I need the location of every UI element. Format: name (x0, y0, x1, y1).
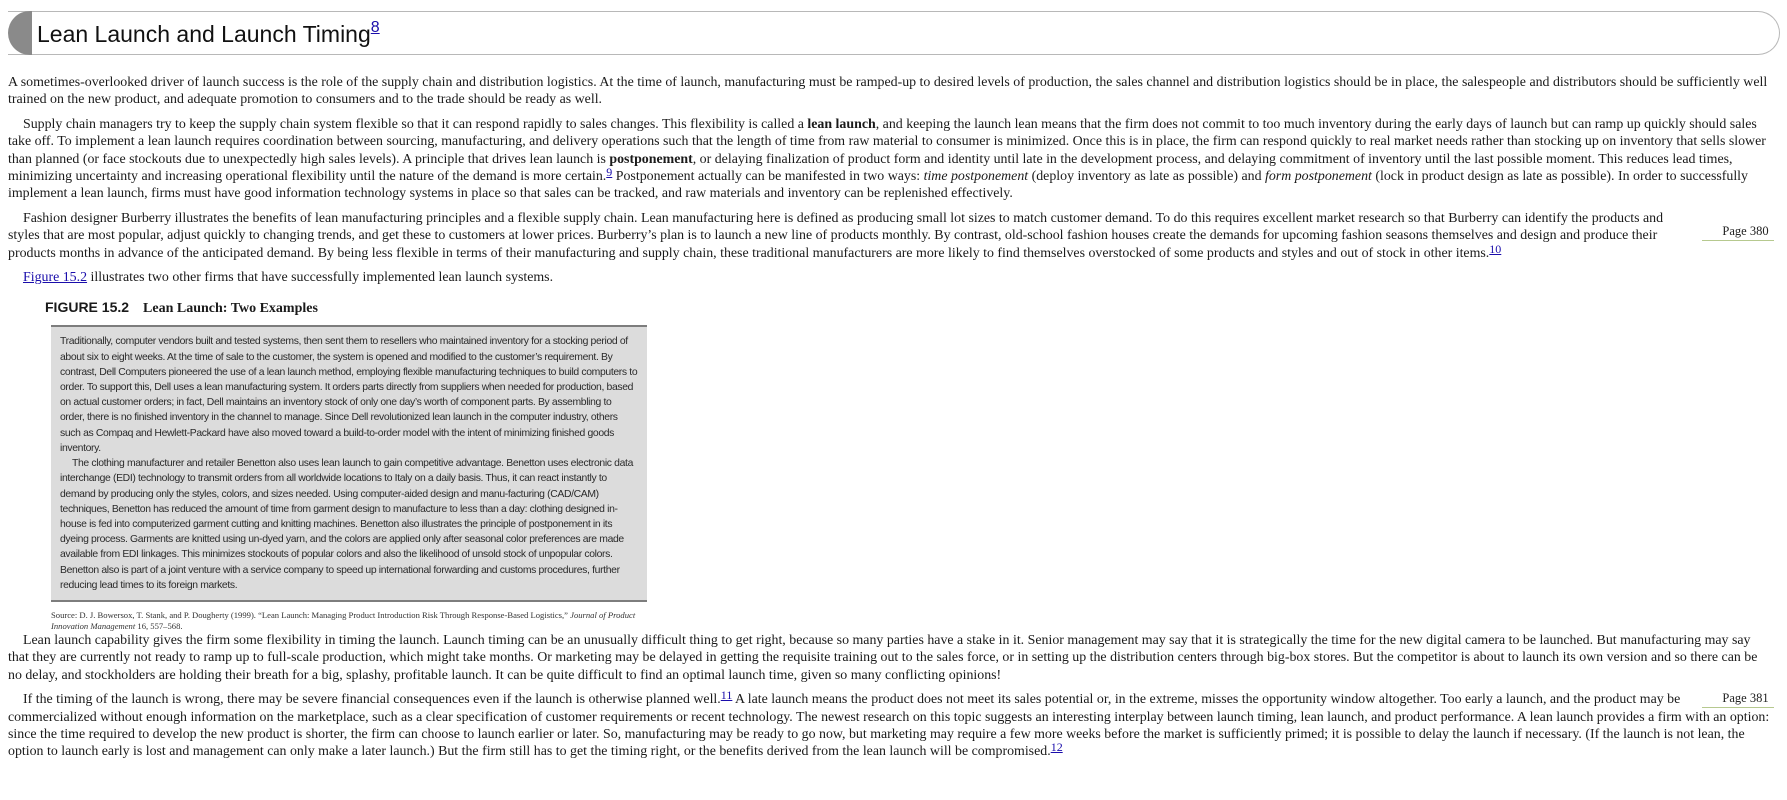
source-journal: Journal of Product Innovation Management (51, 609, 636, 631)
header-cap (8, 11, 32, 55)
figure-caption: Lean Launch: Two Examples (143, 301, 318, 317)
figure-title (45, 299, 1774, 321)
term-form-postponement: form postponement (1265, 169, 1372, 185)
figure-15-2-link[interactable]: Figure 15.2 (23, 270, 88, 286)
paragraph-4: Figure 15.2 illustrates two other firms that have successfully implemented lean launch systems. (23, 270, 554, 286)
footnote-link-11[interactable]: 11 (720, 688, 733, 703)
footnote-link-8[interactable]: 8 (370, 19, 380, 36)
footnote-link-9[interactable]: 9 (606, 165, 613, 180)
paragraph-2: Supply chain managers try to keep the supply chain system flexible so that it can respond rapidly to sales changes. This flexibility is called a lean launch, and keeping the launch lean means that the firm does not commit to too much inventory during the early days of launch but can ramp up quickly should sales take off. To implement a lean launch requires coordination between sourcing, manufacturing, and delivery operations such that the length of time from raw material to consumer is minimized. Once this is in place, the firm can respond quickly to real market needs rather than stocking up on inventory that sells slower than planned (or face stockouts due to unexpectedly high sales levels). A principle that drives lean launch is postponement, or delaying finalization of product form and identity until late in the development process, and delaying commitment of inventory until the last possible moment. This reduces lead times, minimizing uncertainty and increasing operational flexibility until the nature of the demand is more certain.9 Postponement actually can be manifested in two ways: time postponement (deploy inventory as late as possible) and form postponement (lock in product design as late as possible). In order to successfully implement a lean launch, firms must have good information technology systems in place so that sales can be tracked, and raw materials and inventory can be replenished effectively. (8, 116, 1766, 202)
term-lean-launch: lean launch (807, 116, 876, 132)
figure-panel (51, 325, 647, 601)
section-title (37, 21, 380, 47)
paragraph-5: Lean launch capability gives the firm some flexibility in timing the launch. Launch timing can be an unusually difficult thing to get right, because so many parties have a stake in it. Senior management may say that it is strategically the time for the new digital camera to be launched. But manufacturing may say that they are currently not ready to ramp up to full-scale production, which might take months. Or marketing may be delayed in getting the requisite training out to the sales force, or in setting up the distribution centers through big-box stores. But the competitor is about to launch its own version and so there can be no delay, and stockholders are holding their breath for a big, splashy, profitable launch. It can be quite difficult to find an optimal launch time, given so many conflicting opinions! (8, 632, 1758, 683)
term-time-postponement: time postponement (923, 169, 1029, 185)
footnote-link-12[interactable]: 12 (1050, 740, 1063, 755)
figure-paragraph-dell: Traditionally, computer vendors built and tested systems, then sent them to resellers who maintained inventory for a stocking period of about six to eight weeks. At the time of sale to the customer, the system is opened and modified to the customer’s requirement. By contrast, Dell Computers pioneered the use of a lean launch method, employing flexible manufacturing techniques to build computers to order. To support this, Dell uses a lean manufacturing system. It orders parts directly from suppliers when needed for production, based on actual customer orders; in fact, Dell maintains an inventory stock of only one day’s worth of component parts. By assembling to order, there is no finished inventory in the channel to manage. Since Dell revolutionized lean launch in the computer industry, others such as Compaq and Hewlett-Packard have also moved toward a build-to-order model with the intent of minimizing finished goods inventory. (60, 336, 638, 454)
term-postponement: postponement (609, 151, 693, 167)
paragraph-6: Page 381 If the timing of the launch is wrong, there may be severe financial consequences even if the launch is otherwise planned well.11 A late launch means the product does not meet its sales potential or, in the extreme, misses the opportunity window altogether. Too early a launch, and the product may be commercialized without enough information on the marketplace, such as a clear specification of customer requirements or recent technology. The newest research on this topic suggests an interesting interplay between launch timing, lean launch, and product performance. A lean launch provides a firm with an option: since the time required to develop the new product is shorter, the firm can choose to launch earlier or later. So, manufacturing may be ready to go now, but marketing may require a few more weeks before the market is sufficiently primed; it is possible to delay the launch if necessary. (If the launch is not lean, the option to launch early is lost and management can only make a later launch.) But the firm still has to get the timing right, or the benefits derived from the lean launch will be compromised.12 (8, 691, 1774, 761)
footnote-link-10[interactable]: 10 (1489, 241, 1502, 256)
paragraph-1: A sometimes-overlooked driver of launch success is the role of the supply chain and distribution logistics. At the time of launch, manufacturing must be ramped-up to desired levels of production, the sales channel and distribution logistics should be in place, the salespeople and distributors should be sufficiently well trained on the new product, and adequate promotion to consumers and to the trade should be ready as well. (8, 75, 1768, 108)
main-content (8, 74, 1774, 768)
section-header (8, 11, 1780, 55)
paragraph-3: Page 380 Fashion designer Burberry illustrates the benefits of lean manufacturing principles and a flexible supply chain. Lean manufacturing here is defined as producing small lot sizes to match customer demand. To do this requires excellent market research so that Burberry can identify the products and styles that are most popular, adjust quickly to changing trends, and get these to customers at lower prices. Burberry’s plan is to launch a new line of products monthly. By contrast, old-school fashion houses create the demands for upcoming fashion seasons themselves and design and produce their products months in advance of the anticipated demand. By being less flexible in terms of their manufacturing and supply chain, these traditional manufacturers are more likely to find themselves overstocked of some products and styles and out of stock in other items.10 (8, 210, 1774, 262)
section-title-text: Lean Launch and Launch Timing (37, 21, 371, 47)
figure-number: FIGURE 15.2 (45, 299, 130, 316)
figure-source: Source: D. J. Bowersox, T. Stank, and P. Dougherty (1999). “Lean Launch: Managing Product Introduction Risk Through Response-Based Logistics,” Journal of Product Innovation Management 16, 557–568. (51, 609, 636, 631)
page-marker-380: Page 380 (1702, 224, 1774, 241)
page-marker-381: Page 381 (1702, 691, 1774, 708)
figure-paragraph-benetton: The clothing manufacturer and retailer Benetton also uses lean launch to gain competitive advantage. Benetton uses electronic data interchange (EDI) technology to transmit orders from all worldwide locations to Italy on a daily basis. Thus, it can react instantly to demand by producing only the styles, colors, and sizes needed. Using computer-aided design and manu-facturing (CAD/CAM) techniques, Benetton has reduced the amount of time from garment design to manufacture to less than a day: clothing designed in-house is fed into computerized garment cutting and knitting machines. Benetton also illustrates the principle of postponement in its dyeing process. Garments are knitted using un-dyed yarn, and the colors are applied only after seasonal color preferences are made available from EDI linkages. This minimizes stockouts of popular colors and also the likelihood of unsold stock of unpopular colors. Benetton also is part of a joint venture with a service company to speed up international forwarding and customs procedures, further reducing lead times to its foreign markets. (60, 458, 634, 591)
